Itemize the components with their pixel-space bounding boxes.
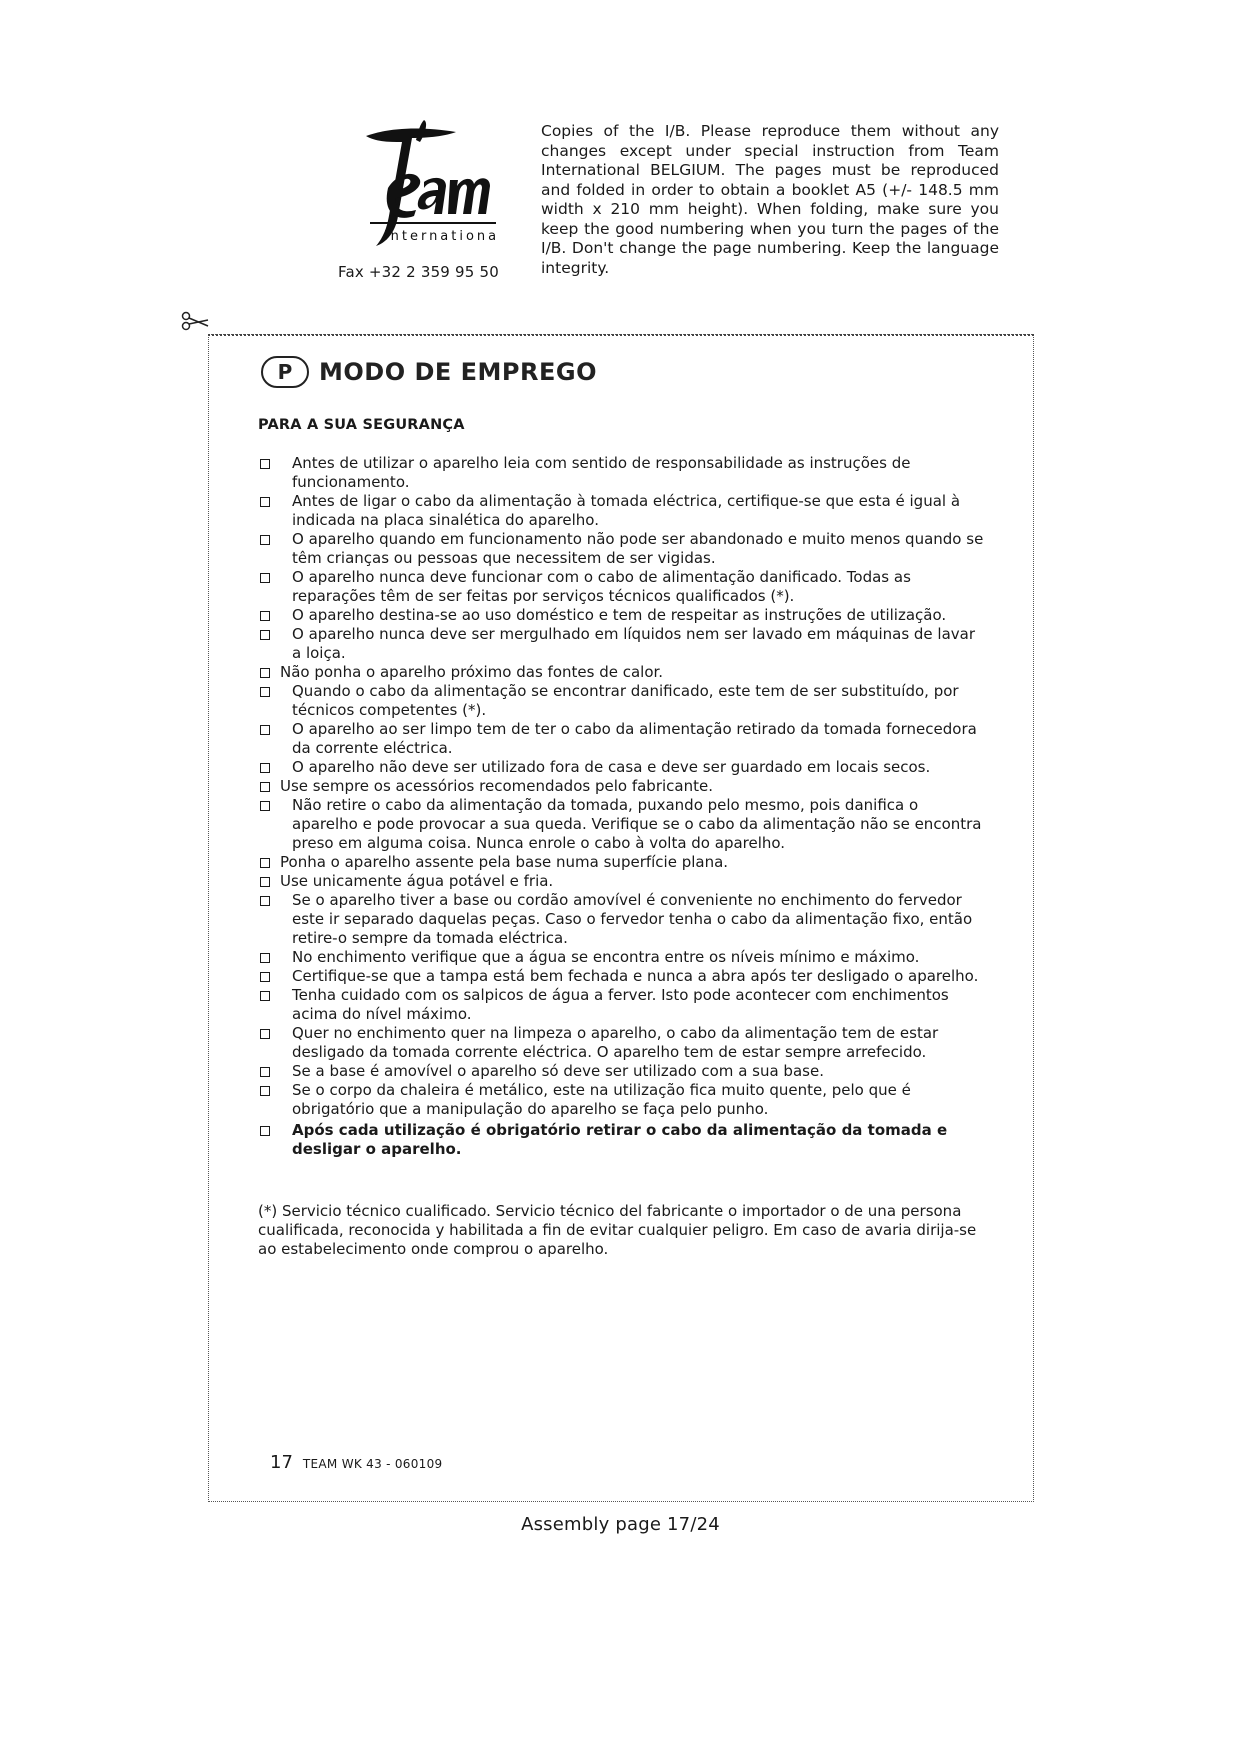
fax-number: Fax +32 2 359 95 50 (338, 263, 499, 281)
list-item: Não ponha o aparelho próximo das fontes de calor. (258, 663, 984, 682)
list-item: Certifique-se que a tampa está bem fechada e nunca a abra após ter desligado o aparelho. (258, 967, 984, 986)
list-item: O aparelho não deve ser utilizado fora de casa e deve ser guardado em locais secos. (258, 758, 984, 777)
checkbox-square-icon (260, 896, 270, 906)
language-badge: P (261, 356, 309, 388)
checkbox-square-icon (260, 630, 270, 640)
safety-heading: PARA A SUA SEGURANÇA (258, 417, 465, 433)
service-footnote: (*) Servicio técnico cualificado. Servicio técnico del fabricante o importador o de una persona cualificada, reconocida y habilitada a fin de evitar cualquier peligro. Em caso de avaria dirija-se ao estabelecimento onde comprou o aparelho. (258, 1202, 977, 1258)
checkbox-square-icon (260, 801, 270, 811)
list-item: Antes de utilizar o aparelho leia com sentido de responsabilidade as instruções de funcionamento. (258, 454, 984, 492)
team-logo-graphic (328, 118, 498, 258)
list-item-emphasis: Após cada utilização é obrigatório retirar o cabo da alimentação da tomada e desligar o aparelho. (258, 1121, 984, 1159)
checkbox-square-icon (260, 763, 270, 773)
checkbox-square-icon (260, 1067, 270, 1077)
list-item: Antes de ligar o cabo da alimentação à tomada eléctrica, certifique-se que esta é igual à indicada na placa sinalética do aparelho. (258, 492, 984, 530)
list-item: No enchimento verifique que a água se encontra entre os níveis mínimo e máximo. (258, 948, 984, 967)
list-item: Se a base é amovível o aparelho só deve ser utilizado com a sua base. (258, 1062, 984, 1081)
list-item: Se o aparelho tiver a base ou cordão amovível é conveniente no enchimento do fervedor este ir separado daquelas peças. Caso o fervedor tenha o cabo da alimentação fixo, então retire-o sempre da tomada eléctrica. (258, 891, 984, 948)
checkbox-square-icon (260, 858, 270, 868)
checkbox-square-icon (260, 687, 270, 697)
cut-line (208, 334, 1034, 336)
model-code: TEAM WK 43 - 060109 (302, 1457, 443, 1471)
checkbox-square-icon (260, 611, 270, 621)
assembly-page-label: Assembly page 17/24 (521, 1514, 720, 1535)
list-item: Ponha o aparelho assente pela base numa superfície plana. (258, 853, 984, 872)
checkbox-square-icon (260, 497, 270, 507)
checkbox-square-icon (260, 991, 270, 1001)
reproduction-instructions: Copies of the I/B. Please reproduce them without any changes except under special instruction from Team International BELGIUM. The pages must be reproduced and folded in order to obtain a booklet A5 (+/- 148.5 mm width x 210 mm height). When folding, make sure you keep the good numbering when you turn the pages of the I/B. Don't change the page numbering. Keep the language integrity. (541, 122, 999, 277)
section-header (261, 356, 597, 388)
checkbox-square-icon (260, 535, 270, 545)
list-item: Use unicamente água potável e fria. (258, 872, 984, 891)
checkbox-square-icon (260, 573, 270, 583)
checkbox-square-icon (260, 668, 270, 678)
page-footer (270, 1452, 442, 1473)
list-item: Quer no enchimento quer na limpeza o aparelho, o cabo da alimentação tem de estar desligado da tomada corrente eléctrica. O aparelho tem de estar sempre arrefecido. (258, 1024, 984, 1062)
list-item: Não retire o cabo da alimentação da tomada, puxando pelo mesmo, pois danifica o aparelho e pode provocar a sua queda. Verifique se o cabo da alimentação não se encontra preso em alguma coisa. Nunca enrole o cabo à volta do aparelho. (258, 796, 984, 853)
checkbox-square-icon (260, 1126, 270, 1136)
checkbox-square-icon (260, 782, 270, 792)
page-number: 17 (270, 1452, 293, 1473)
list-item: O aparelho ao ser limpo tem de ter o cabo da alimentação retirado da tomada fornecedora da corrente eléctrica. (258, 720, 984, 758)
list-item: Quando o cabo da alimentação se encontrar danificado, este tem de ser substituído, por técnicos competentes (*). (258, 682, 984, 720)
list-item: O aparelho nunca deve funcionar com o cabo de alimentação danificado. Todas as reparações têm de ser feitas por serviços técnicos qualificados (*). (258, 568, 984, 606)
section-title: MODO DE EMPREGO (319, 358, 597, 386)
list-item: Use sempre os acessórios recomendados pelo fabricante. (258, 777, 984, 796)
safety-list (258, 454, 984, 1159)
checkbox-square-icon (260, 953, 270, 963)
team-international-logo (328, 118, 498, 258)
checkbox-square-icon (260, 877, 270, 887)
logo-subtext: international (384, 229, 498, 244)
list-item: Tenha cuidado com os salpicos de água a ferver. Isto pode acontecer com enchimentos acima do nível máximo. (258, 986, 984, 1024)
checkbox-square-icon (260, 1029, 270, 1039)
list-item: O aparelho nunca deve ser mergulhado em líquidos nem ser lavado em máquinas de lavar a loiça. (258, 625, 984, 663)
checkbox-square-icon (260, 459, 270, 469)
list-item: Se o corpo da chaleira é metálico, este na utilização fica muito quente, pelo que é obrigatório que a manipulação do aparelho se faça pelo punho. (258, 1081, 984, 1119)
scissors-icon (180, 310, 210, 334)
list-item: O aparelho destina-se ao uso doméstico e tem de respeitar as instruções de utilização. (258, 606, 984, 625)
checkbox-square-icon (260, 1086, 270, 1096)
list-item: O aparelho quando em funcionamento não pode ser abandonado e muito menos quando se têm crianças ou pessoas que necessitem de ser vigidas. (258, 530, 984, 568)
checkbox-square-icon (260, 972, 270, 982)
checkbox-square-icon (260, 725, 270, 735)
